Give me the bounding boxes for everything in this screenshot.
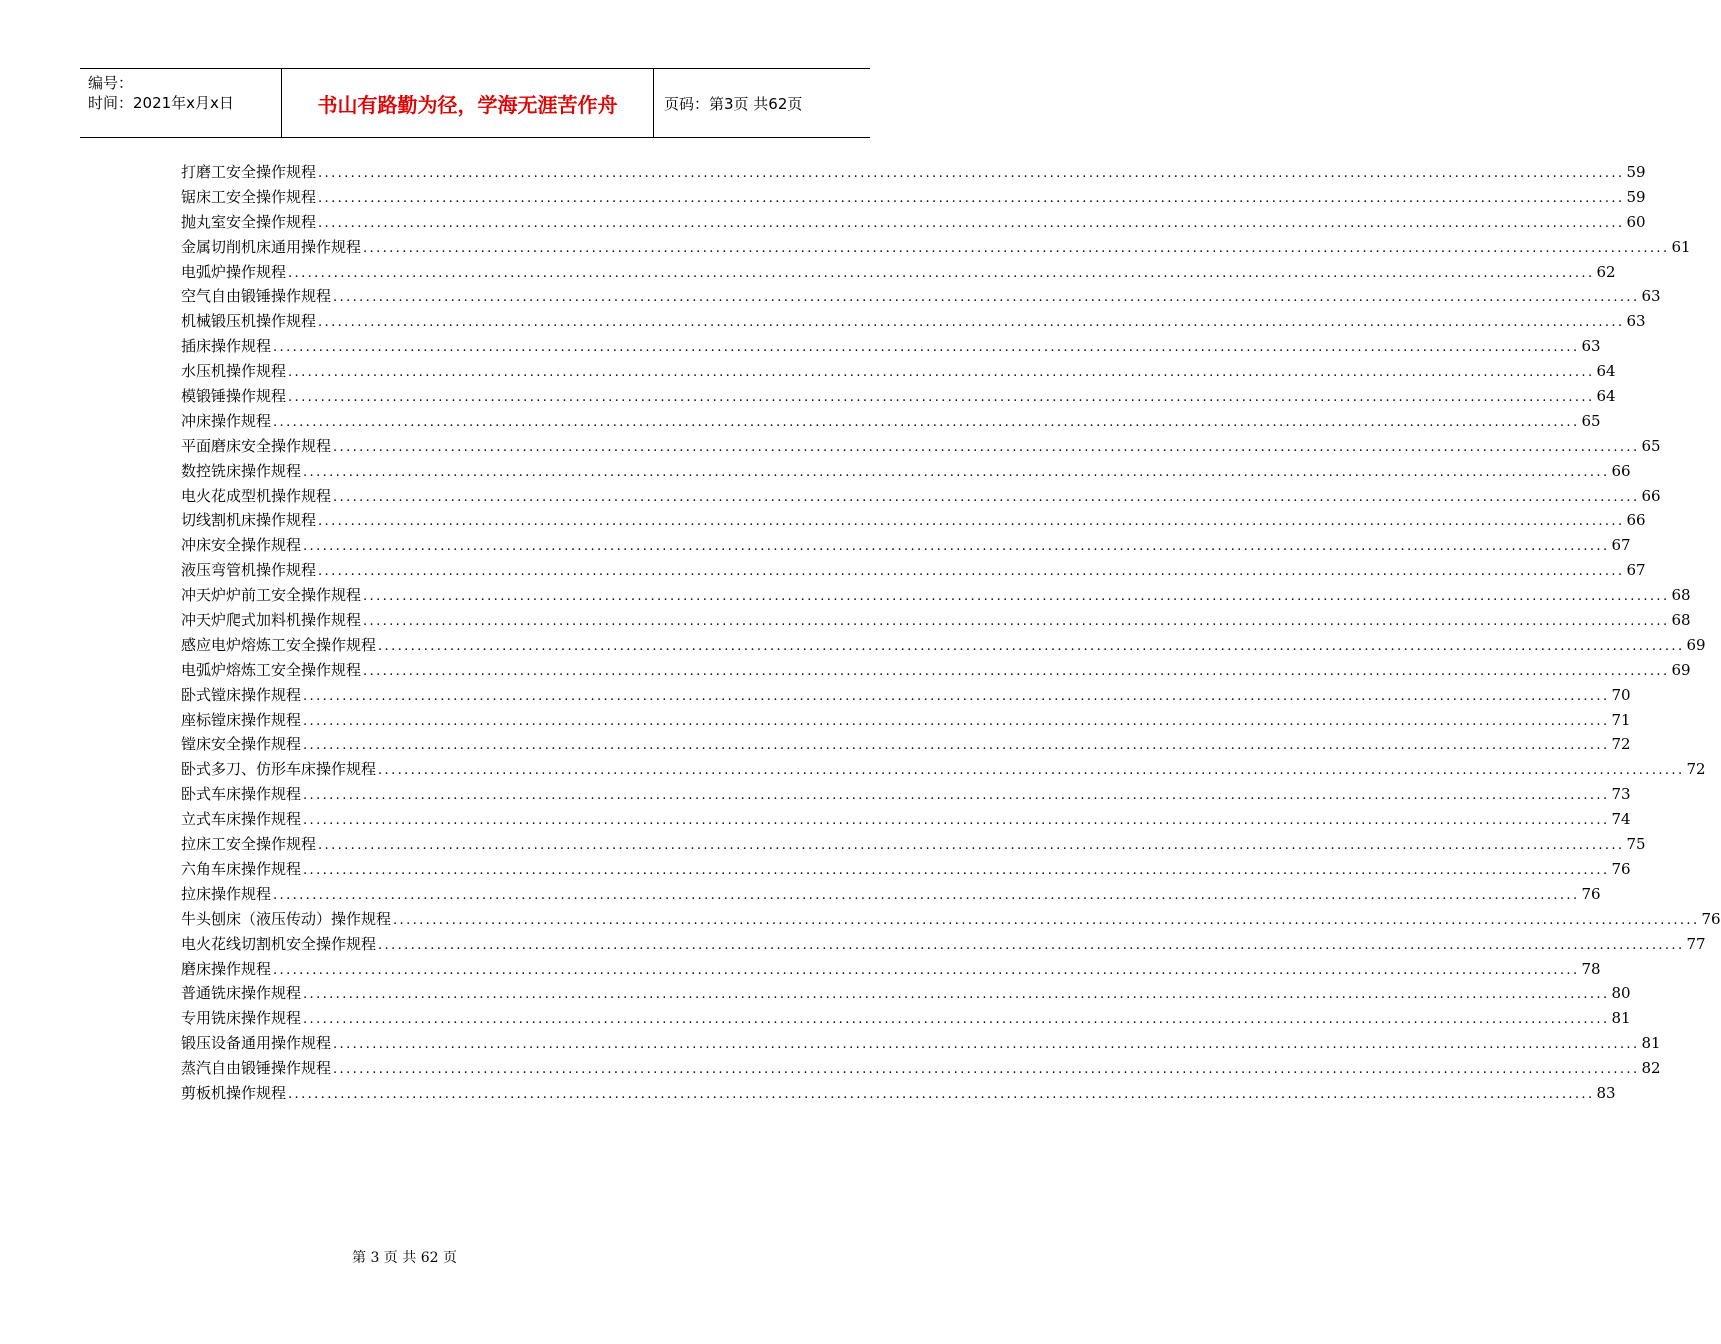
toc-entry-page: 69 bbox=[1686, 635, 1706, 654]
toc-entry[interactable] bbox=[181, 807, 1631, 832]
toc-entry-title: 抛丸室安全操作规程 bbox=[181, 212, 317, 231]
toc-entry[interactable] bbox=[181, 981, 1631, 1006]
toc-entry[interactable] bbox=[181, 857, 1631, 882]
toc-entry-page: 63 bbox=[1626, 312, 1646, 331]
toc-entry-title: 立式车床操作规程 bbox=[181, 810, 302, 829]
toc-leader-dots: ........................................................................................................................................................................................................ bbox=[303, 539, 1610, 555]
toc-leader-dots: ........................................................................................................................................................................................................ bbox=[318, 564, 1625, 580]
toc-entry-title: 金属切削机床通用操作规程 bbox=[181, 237, 362, 256]
toc-entry[interactable] bbox=[181, 160, 1646, 185]
toc-leader-dots: ........................................................................................................................................................................................................ bbox=[303, 713, 1610, 729]
toc-entry-title: 模锻锤操作规程 bbox=[181, 387, 287, 406]
toc-entry-page: 64 bbox=[1596, 387, 1616, 406]
page-header bbox=[80, 68, 870, 138]
toc-leader-dots: ........................................................................................................................................................................................................ bbox=[333, 489, 1640, 505]
toc-leader-dots: ........................................................................................................................................................................................................ bbox=[303, 1012, 1610, 1028]
toc-entry-title: 拉床工安全操作规程 bbox=[181, 835, 317, 854]
toc-entry[interactable] bbox=[181, 683, 1631, 708]
toc-entry[interactable] bbox=[181, 210, 1646, 235]
toc-entry-title: 感应电炉熔炼工安全操作规程 bbox=[181, 635, 377, 654]
toc-entry[interactable] bbox=[181, 284, 1661, 309]
toc-entry-page: 75 bbox=[1626, 835, 1646, 854]
toc-entry-title: 座标镗床操作规程 bbox=[181, 710, 302, 729]
toc-entry-title: 专用铣床操作规程 bbox=[181, 1009, 302, 1028]
toc-entry-page: 64 bbox=[1596, 362, 1616, 381]
toc-leader-dots: ........................................................................................................................................................................................................ bbox=[363, 663, 1670, 679]
toc-leader-dots: ........................................................................................................................................................................................................ bbox=[378, 638, 1685, 654]
header-motto: 书山有路勤为径，学海无涯苦作舟 bbox=[282, 69, 654, 137]
toc-entry-page: 66 bbox=[1641, 486, 1661, 505]
toc-entry[interactable] bbox=[181, 484, 1661, 509]
toc-entry-page: 68 bbox=[1671, 586, 1691, 605]
toc-entry-page: 72 bbox=[1686, 760, 1706, 779]
toc-entry[interactable] bbox=[181, 309, 1646, 334]
toc-leader-dots: ........................................................................................................................................................................................................ bbox=[303, 464, 1610, 480]
toc-leader-dots: ........................................................................................................................................................................................................ bbox=[363, 614, 1670, 630]
toc-entry-title: 镗床安全操作规程 bbox=[181, 735, 302, 754]
toc-entry[interactable] bbox=[181, 957, 1601, 982]
toc-entry-page: 62 bbox=[1596, 262, 1616, 281]
toc-leader-dots: ........................................................................................................................................................................................................ bbox=[273, 887, 1580, 903]
toc-entry-page: 74 bbox=[1611, 810, 1631, 829]
toc-entry[interactable] bbox=[181, 708, 1631, 733]
toc-entry-page: 65 bbox=[1581, 411, 1601, 430]
toc-entry[interactable] bbox=[181, 508, 1646, 533]
toc-leader-dots: ........................................................................................................................................................................................................ bbox=[363, 589, 1670, 605]
toc-leader-dots: ........................................................................................................................................................................................................ bbox=[303, 738, 1610, 754]
toc-entry-title: 冲天炉炉前工安全操作规程 bbox=[181, 586, 362, 605]
toc-entry-page: 60 bbox=[1626, 212, 1646, 231]
toc-entry-page: 81 bbox=[1641, 1034, 1661, 1053]
toc-entry-title: 数控铣床操作规程 bbox=[181, 461, 302, 480]
toc-entry-page: 78 bbox=[1581, 959, 1601, 978]
toc-entry[interactable] bbox=[181, 434, 1661, 459]
toc-entry-title: 切线割机床操作规程 bbox=[181, 511, 317, 530]
toc-entry[interactable] bbox=[181, 359, 1616, 384]
toc-entry-title: 电弧炉操作规程 bbox=[181, 262, 287, 281]
toc-entry-page: 63 bbox=[1641, 287, 1661, 306]
toc-entry-page: 67 bbox=[1626, 561, 1646, 580]
toc-entry-title: 卧式车床操作规程 bbox=[181, 785, 302, 804]
toc-entry-title: 空气自由锻锤操作规程 bbox=[181, 287, 332, 306]
toc-entry-page: 76 bbox=[1611, 859, 1631, 878]
document-date: 时间：2021年x月x日 bbox=[88, 94, 234, 112]
toc-entry-title: 水压机操作规程 bbox=[181, 362, 287, 381]
toc-entry-title: 电火花线切割机安全操作规程 bbox=[181, 934, 377, 953]
toc-entry[interactable] bbox=[181, 459, 1631, 484]
toc-entry-page: 66 bbox=[1611, 461, 1631, 480]
toc-entry-page: 61 bbox=[1671, 237, 1691, 256]
toc-entry-page: 59 bbox=[1626, 163, 1646, 181]
toc-leader-dots: ........................................................................................................................................................................................................ bbox=[303, 788, 1610, 804]
toc-leader-dots: ........................................................................................................................................................................................................ bbox=[303, 688, 1610, 704]
toc-entry-title: 普通铣床操作规程 bbox=[181, 984, 302, 1003]
toc-leader-dots: ........................................................................................................................................................................................................ bbox=[273, 340, 1580, 356]
toc-entry-title: 插床操作规程 bbox=[181, 337, 272, 356]
toc-entry[interactable] bbox=[181, 658, 1691, 683]
toc-entry[interactable] bbox=[181, 1031, 1661, 1056]
toc-leader-dots: ........................................................................................................................................................................................................ bbox=[303, 862, 1610, 878]
toc-entry-page: 67 bbox=[1611, 536, 1631, 555]
toc-entry-title: 卧式镗床操作规程 bbox=[181, 685, 302, 704]
toc-entry[interactable] bbox=[181, 583, 1691, 608]
toc-entry-page: 73 bbox=[1611, 785, 1631, 804]
toc-entry[interactable] bbox=[181, 260, 1616, 285]
toc-entry[interactable] bbox=[181, 409, 1601, 434]
toc-leader-dots: ........................................................................................................................................................................................................ bbox=[318, 514, 1625, 530]
toc-leader-dots: ........................................................................................................................................................................................................ bbox=[273, 414, 1580, 430]
toc-entry-page: 81 bbox=[1611, 1009, 1631, 1028]
toc-entry-title: 拉床操作规程 bbox=[181, 884, 272, 903]
toc-entry-page: 71 bbox=[1611, 710, 1631, 729]
toc-entry-title: 电弧炉熔炼工安全操作规程 bbox=[181, 660, 362, 679]
toc-leader-dots: ........................................................................................................................................................................................................ bbox=[273, 962, 1580, 978]
toc-leader-dots: ........................................................................................................................................................................................................ bbox=[393, 912, 1700, 928]
page-footer: 第 3 页 共 62 页 bbox=[352, 1250, 457, 1266]
toc-entry[interactable] bbox=[181, 558, 1646, 583]
toc-entry-page: 68 bbox=[1671, 611, 1691, 630]
toc-entry-title: 锻压设备通用操作规程 bbox=[181, 1034, 332, 1053]
header-page-info: 页码：第3页 共62页 bbox=[664, 94, 803, 113]
toc-entry-page: 72 bbox=[1611, 735, 1631, 754]
toc-leader-dots: ........................................................................................................................................................................................................ bbox=[378, 937, 1685, 953]
toc-leader-dots: ........................................................................................................................................................................................................ bbox=[363, 240, 1670, 256]
toc-entry-title: 牛头刨床（液压传动）操作规程 bbox=[181, 909, 392, 928]
header-meta bbox=[80, 69, 282, 137]
toc-entry-page: 69 bbox=[1671, 660, 1691, 679]
document-number-label: 编号： bbox=[88, 74, 134, 92]
toc-entry[interactable] bbox=[181, 907, 1721, 932]
toc-leader-dots: ........................................................................................................................................................................................................ bbox=[333, 439, 1640, 455]
toc-leader-dots: ........................................................................................................................................................................................................ bbox=[318, 190, 1625, 206]
toc-leader-dots: ........................................................................................................................................................................................................ bbox=[318, 315, 1625, 331]
toc-leader-dots: ........................................................................................................................................................................................................ bbox=[318, 166, 1625, 181]
toc-leader-dots: ........................................................................................................................................................................................................ bbox=[333, 1037, 1640, 1053]
toc-entry-page: 65 bbox=[1641, 436, 1661, 455]
toc-entry-page: 59 bbox=[1626, 187, 1646, 206]
toc-leader-dots: ........................................................................................................................................................................................................ bbox=[288, 390, 1595, 406]
toc-entry[interactable] bbox=[181, 235, 1691, 260]
toc-leader-dots: ........................................................................................................................................................................................................ bbox=[333, 290, 1640, 306]
toc-leader-dots: ........................................................................................................................................................................................................ bbox=[288, 365, 1595, 381]
toc-entry-title: 卧式多刀、仿形车床操作规程 bbox=[181, 760, 377, 779]
toc-entry-title: 打磨工安全操作规程 bbox=[181, 163, 317, 181]
toc-entry-title: 冲床安全操作规程 bbox=[181, 536, 302, 555]
toc-entry-title: 液压弯管机操作规程 bbox=[181, 561, 317, 580]
toc-entry[interactable] bbox=[181, 1056, 1661, 1081]
toc-entry[interactable] bbox=[181, 185, 1646, 210]
toc-leader-dots: ........................................................................................................................................................................................................ bbox=[288, 265, 1595, 281]
toc-entry[interactable] bbox=[181, 334, 1601, 359]
toc-entry-title: 磨床操作规程 bbox=[181, 959, 272, 978]
toc-leader-dots: ........................................................................................................................................................................................................ bbox=[333, 1062, 1640, 1078]
toc-entry[interactable] bbox=[181, 633, 1706, 658]
toc-entry[interactable] bbox=[181, 384, 1616, 409]
toc-entry-title: 电火花成型机操作规程 bbox=[181, 486, 332, 505]
toc-entry[interactable] bbox=[181, 782, 1631, 807]
toc-entry-title: 机械锻压机操作规程 bbox=[181, 312, 317, 331]
toc-leader-dots: ........................................................................................................................................................................................................ bbox=[318, 215, 1625, 231]
toc-entry[interactable] bbox=[181, 1081, 1616, 1106]
toc-entry[interactable] bbox=[181, 832, 1646, 857]
toc-entry-page: 77 bbox=[1686, 934, 1706, 953]
toc-entry[interactable] bbox=[181, 608, 1691, 633]
toc-entry-title: 六角车床操作规程 bbox=[181, 859, 302, 878]
toc-entry-page: 63 bbox=[1581, 337, 1601, 356]
toc-entry-page: 66 bbox=[1626, 511, 1646, 530]
toc-leader-dots: ........................................................................................................................................................................................................ bbox=[318, 838, 1625, 854]
toc-entry-title: 冲天炉爬式加料机操作规程 bbox=[181, 611, 362, 630]
toc-entry-title: 冲床操作规程 bbox=[181, 411, 272, 430]
toc-entry-title: 剪板机操作规程 bbox=[181, 1083, 287, 1102]
toc-entry-page: 76 bbox=[1581, 884, 1601, 903]
toc-leader-dots: ........................................................................................................................................................................................................ bbox=[288, 1086, 1595, 1102]
toc-entry-page: 83 bbox=[1596, 1083, 1616, 1102]
toc-entry[interactable] bbox=[181, 932, 1706, 957]
toc-entry-page: 76 bbox=[1701, 909, 1721, 928]
table-of-contents bbox=[181, 160, 1721, 1106]
toc-leader-dots: ........................................................................................................................................................................................................ bbox=[303, 987, 1610, 1003]
toc-entry-title: 蒸汽自由锻锤操作规程 bbox=[181, 1059, 332, 1078]
toc-entry-page: 82 bbox=[1641, 1059, 1661, 1078]
toc-entry[interactable] bbox=[181, 732, 1631, 757]
toc-leader-dots: ........................................................................................................................................................................................................ bbox=[378, 763, 1685, 779]
toc-entry[interactable] bbox=[181, 1006, 1631, 1031]
toc-entry-page: 80 bbox=[1611, 984, 1631, 1003]
toc-entry[interactable] bbox=[181, 757, 1706, 782]
toc-entry[interactable] bbox=[181, 882, 1601, 907]
toc-entry-title: 锯床工安全操作规程 bbox=[181, 187, 317, 206]
toc-entry-title: 平面磨床安全操作规程 bbox=[181, 436, 332, 455]
toc-leader-dots: ........................................................................................................................................................................................................ bbox=[303, 813, 1610, 829]
toc-entry[interactable] bbox=[181, 533, 1631, 558]
toc-entry-page: 70 bbox=[1611, 685, 1631, 704]
